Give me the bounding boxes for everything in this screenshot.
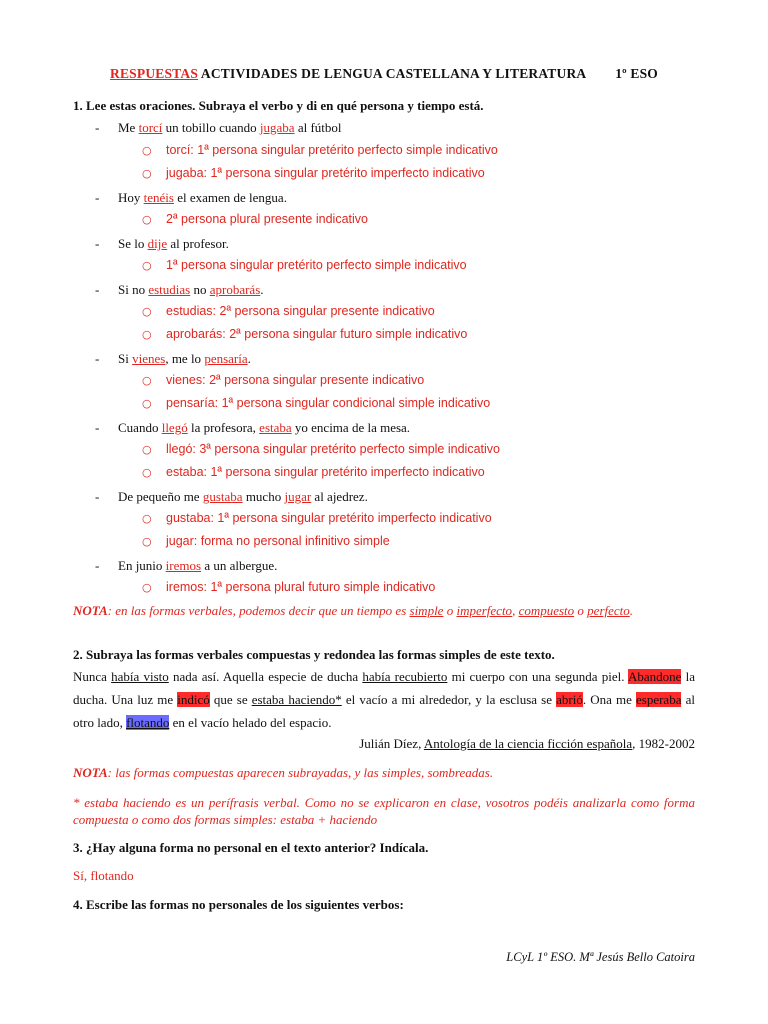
verb-underlined: llegó bbox=[161, 420, 188, 435]
circle-bullet-icon: ○ bbox=[142, 213, 152, 226]
citation-author: Julián Díez, bbox=[359, 736, 424, 751]
dash-bullet: - bbox=[95, 120, 100, 135]
sentence-text: Cuando bbox=[118, 420, 162, 435]
circle-bullet-icon: ○ bbox=[142, 466, 152, 479]
answer-1-2: jugaba: 1ª persona singular pretérito imperfecto indicativo bbox=[166, 166, 485, 180]
question-3-heading: 3. ¿Hay alguna forma no personal en el texto anterior? Indícala. bbox=[73, 840, 429, 855]
answer-4-2: aprobarás: 2ª persona singular futuro simple indicativo bbox=[166, 327, 468, 341]
question-4-heading: 4. Escribe las formas no personales de los siguientes verbos: bbox=[73, 897, 404, 912]
sentence-2 bbox=[118, 190, 287, 206]
simple-verb-highlight: Abandone bbox=[628, 669, 682, 684]
sentence-text: Si bbox=[118, 351, 133, 366]
question-1-heading: 1. Lee estas oraciones. Subraya el verbo y di en qué persona y tiempo está. bbox=[73, 98, 484, 113]
simple-verb-highlight: indicó bbox=[177, 692, 210, 707]
nota-perfecto: perfecto bbox=[587, 603, 630, 618]
circle-bullet-icon: ○ bbox=[142, 167, 152, 180]
question-2-heading: 2. Subraya las formas verbales compuestas y redondea las formas simples de este texto. bbox=[73, 647, 555, 662]
nota-label: NOTA bbox=[73, 603, 108, 618]
answer-8-1: iremos: 1ª persona plural futuro simple indicativo bbox=[166, 580, 436, 594]
circle-bullet-icon: ○ bbox=[142, 443, 152, 456]
circle-bullet-icon: ○ bbox=[142, 374, 152, 387]
non-personal-form-highlight: flotando bbox=[126, 715, 170, 730]
sentence-text: el examen de lengua. bbox=[173, 190, 287, 205]
verb-underlined: estudias bbox=[148, 282, 191, 297]
circle-bullet-icon: ○ bbox=[142, 512, 152, 525]
compound-verb: había visto bbox=[111, 669, 169, 684]
text-run: la ducha. Una luz me bbox=[73, 669, 696, 707]
verb-underlined: vienes bbox=[132, 351, 166, 366]
sentence-text: un tobillo cuando bbox=[162, 120, 260, 135]
nota-text: : las formas compuestas aparecen subrayadas, y las simples, sombreadas. bbox=[107, 765, 494, 780]
sentence-text: al fútbol bbox=[294, 120, 342, 135]
question-2-footnote: * estaba haciendo es un perífrasis verbal. Como no se explicaron en clase, vosotros podéis analizarla como forma compuesta o como dos formas simples: estaba + haciendo bbox=[73, 795, 695, 827]
verb-underlined: aprobarás bbox=[209, 282, 261, 297]
verb-underlined: dije bbox=[147, 236, 168, 251]
text-run: en el vacío helado del espacio. bbox=[169, 715, 332, 730]
question-2-nota bbox=[73, 765, 493, 781]
dash-bullet: - bbox=[95, 558, 100, 573]
sentence-text: , me lo bbox=[165, 351, 205, 366]
sentence-text: Se lo bbox=[118, 236, 148, 251]
title-level: 1º ESO bbox=[615, 66, 658, 81]
circle-bullet-icon: ○ bbox=[142, 328, 152, 341]
sentence-3 bbox=[118, 236, 229, 252]
simple-verb-highlight: abrió bbox=[556, 692, 583, 707]
verb-underlined: iremos bbox=[165, 558, 202, 573]
answer-5-2: pensaría: 1ª persona singular condicional simple indicativo bbox=[166, 396, 491, 410]
title-rest: ACTIVIDADES DE LENGUA CASTELLANA Y LITERATURA bbox=[200, 66, 586, 81]
dash-bullet: - bbox=[95, 420, 100, 435]
nota-simple: simple bbox=[409, 603, 444, 618]
text-run: al otro lado, bbox=[73, 692, 695, 730]
verb-underlined: torcí bbox=[138, 120, 163, 135]
sentence-text: no bbox=[190, 282, 210, 297]
sentence-text: a un albergue. bbox=[201, 558, 278, 573]
nota-label: NOTA bbox=[73, 765, 108, 780]
sentence-4 bbox=[118, 282, 264, 298]
sentence-text: Me bbox=[118, 120, 139, 135]
circle-bullet-icon: ○ bbox=[142, 144, 152, 157]
circle-bullet-icon: ○ bbox=[142, 259, 152, 272]
dash-bullet: - bbox=[95, 489, 100, 504]
sentence-7 bbox=[118, 489, 368, 505]
sentence-text: al profesor. bbox=[167, 236, 229, 251]
circle-bullet-icon: ○ bbox=[142, 397, 152, 410]
text-run: nada así. Aquella especie de ducha bbox=[168, 669, 363, 684]
dash-bullet: - bbox=[95, 351, 100, 366]
nota-compuesto: compuesto bbox=[518, 603, 575, 618]
sentence-text: al ajedrez. bbox=[311, 489, 368, 504]
verb-underlined: jugaba bbox=[259, 120, 295, 135]
nota-or-2: o bbox=[574, 603, 588, 618]
answer-7-1: gustaba: 1ª persona singular pretérito imperfecto indicativo bbox=[166, 511, 492, 525]
answer-7-2: jugar: forma no personal infinitivo simple bbox=[166, 534, 390, 548]
compound-verb: estaba haciendo* bbox=[251, 692, 342, 707]
sentence-text: De pequeño me bbox=[118, 489, 203, 504]
sentence-6 bbox=[118, 420, 410, 436]
sentence-text: . bbox=[247, 351, 251, 366]
question-3-answer: Sí, flotando bbox=[73, 868, 134, 883]
title-respuestas: RESPUESTAS bbox=[110, 66, 199, 81]
answer-1-1: torcí: 1ª persona singular pretérito perfecto simple indicativo bbox=[166, 143, 498, 157]
verb-underlined: gustaba bbox=[202, 489, 243, 504]
answer-5-1: vienes: 2ª persona singular presente indicativo bbox=[166, 373, 425, 387]
question-2-paragraph bbox=[73, 665, 695, 734]
answer-6-1: llegó: 3ª persona singular pretérito perfecto simple indicativo bbox=[166, 442, 500, 456]
nota-end: . bbox=[629, 603, 634, 618]
compound-verb: había recubierto bbox=[362, 669, 448, 684]
page-title bbox=[0, 66, 768, 82]
verb-underlined: tenéis bbox=[143, 190, 174, 205]
citation-years: , 1982-2002 bbox=[632, 736, 695, 751]
sentence-1 bbox=[118, 120, 342, 136]
text-run: . Ona me bbox=[582, 692, 636, 707]
sentence-8 bbox=[118, 558, 277, 574]
text-run: mi cuerpo con una segunda piel. bbox=[447, 669, 628, 684]
sentence-text: . bbox=[260, 282, 264, 297]
text-run: Nunca bbox=[73, 669, 112, 684]
verb-underlined: pensaría bbox=[204, 351, 248, 366]
nota-imperfecto: imperfecto bbox=[456, 603, 513, 618]
dash-bullet: - bbox=[95, 282, 100, 297]
text-run: el vacío a mi alrededor, y la esclusa se bbox=[341, 692, 557, 707]
sentence-text: yo encima de la mesa. bbox=[291, 420, 411, 435]
dash-bullet: - bbox=[95, 190, 100, 205]
sentence-5 bbox=[118, 351, 251, 367]
nota-comma: , bbox=[512, 603, 519, 618]
dash-bullet: - bbox=[95, 236, 100, 251]
nota-text: : en las formas verbales, podemos decir que un tiempo es bbox=[107, 603, 410, 618]
verb-underlined: estaba bbox=[259, 420, 292, 435]
sentence-text: la profesora, bbox=[187, 420, 260, 435]
sentence-text: Si no bbox=[118, 282, 149, 297]
page-footer: LCyL 1º ESO. Mª Jesús Bello Catoira bbox=[506, 950, 695, 964]
sentence-text: En junio bbox=[118, 558, 166, 573]
text-run: que se bbox=[209, 692, 252, 707]
circle-bullet-icon: ○ bbox=[142, 581, 152, 594]
verb-underlined: jugar bbox=[284, 489, 312, 504]
sentence-text: Hoy bbox=[118, 190, 144, 205]
answer-2-1: 2ª persona plural presente indicativo bbox=[166, 212, 368, 226]
answer-6-2: estaba: 1ª persona singular pretérito imperfecto indicativo bbox=[166, 465, 485, 479]
question-1-nota bbox=[73, 603, 633, 619]
citation-book: Antología de la ciencia ficción española bbox=[423, 736, 633, 751]
sentence-text: mucho bbox=[242, 489, 285, 504]
citation bbox=[359, 736, 695, 752]
answer-3-1: 1ª persona singular pretérito perfecto simple indicativo bbox=[166, 258, 467, 272]
simple-verb-highlight: esperaba bbox=[636, 692, 682, 707]
answer-4-1: estudias: 2ª persona singular presente indicativo bbox=[166, 304, 435, 318]
circle-bullet-icon: ○ bbox=[142, 535, 152, 548]
circle-bullet-icon: ○ bbox=[142, 305, 152, 318]
nota-or-1: o bbox=[443, 603, 457, 618]
